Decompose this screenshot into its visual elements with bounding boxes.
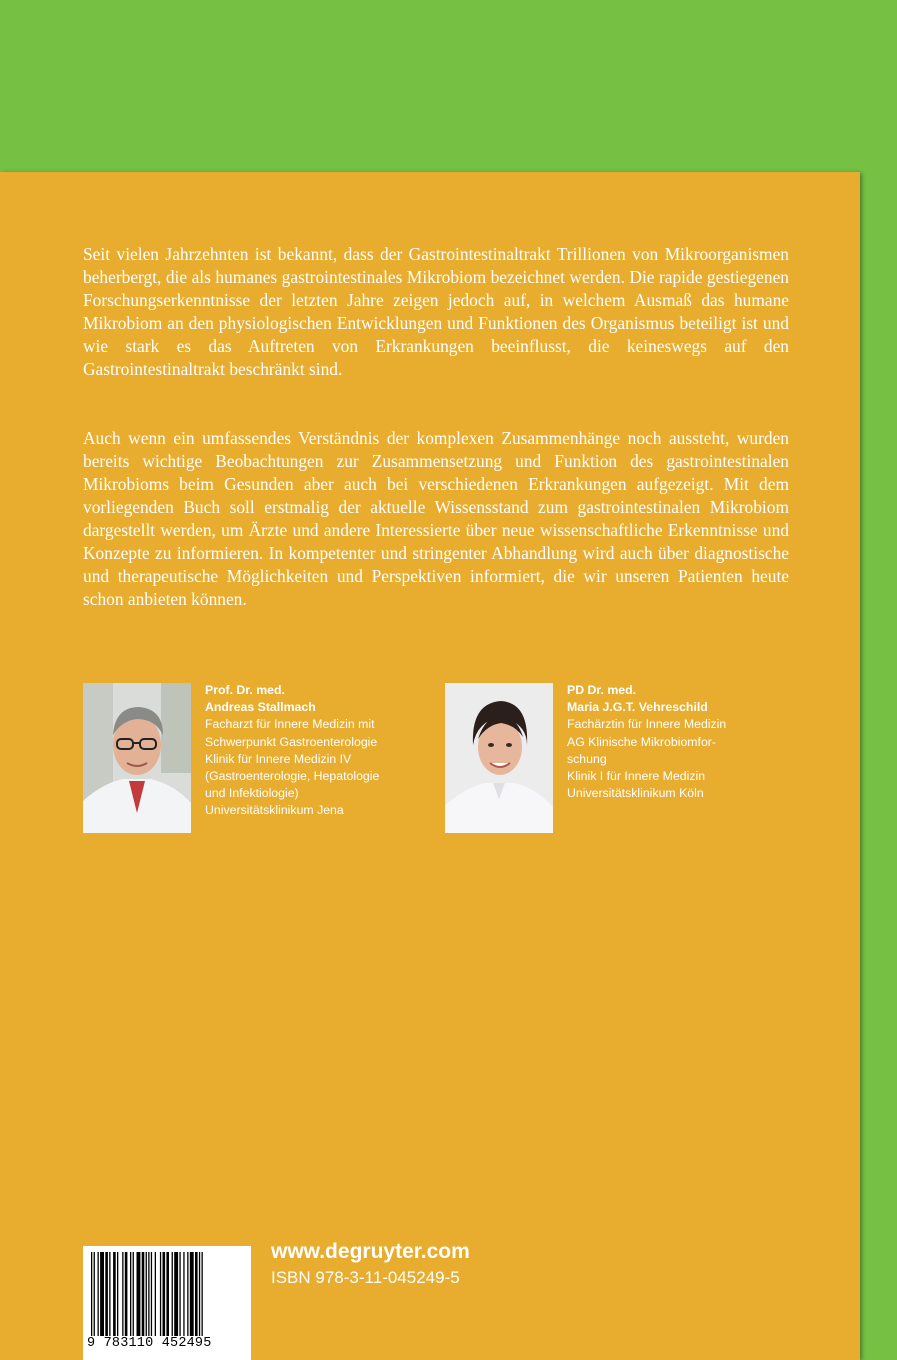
barcode-bar	[183, 1252, 184, 1336]
author-bio-line: Klinik für Innere Medizin IV	[205, 751, 352, 766]
barcode-bar	[146, 1252, 147, 1336]
publisher-url[interactable]: www.degruyter.com	[271, 1240, 470, 1263]
blurb-paragraph-2: Auch wenn ein umfassendes Verständnis der komplexen Zusammenhänge noch aussteht, wurden bereits wichtige Beobachtungen zur Zusammensetzung und Funktion des gastrointestinalen Mikrobioms beim Gesunden aber auch bei verschiedenen Erkrankungen aufgezeigt. Mit dem vorliegenden Buch soll erstmalig der aktuelle Wissensstand zum gastrointestinalen Mikrobiom dargestellt werden, um Ärzte und andere Interessierte über neue wissenschaftliche Erkenntnisse und Konzepte zu informieren. In kompetenter und stringenter Abhandlung wird auch über diagnostische und therapeutische Möglichkeiten und Perspektiven informiert, die wir unseren Patienten heute schon anbieten können.	[83, 428, 789, 609]
isbn-barcode	[83, 1246, 251, 1360]
barcode-bar	[179, 1252, 180, 1336]
author-title: Prof. Dr. med.	[205, 683, 285, 697]
author-bio-line: Facharzt für Innere Medizin mit	[205, 717, 375, 732]
author-name: Andreas Stallmach	[205, 700, 316, 715]
isbn-number: ISBN 978-3-11-045249-5	[271, 1268, 460, 1287]
author-bio-line: (Gastroenterologie, Hepatologie	[205, 769, 380, 784]
barcode-bar	[98, 1252, 99, 1336]
barcode-bar	[113, 1252, 116, 1336]
author-bio-line: AG Klinische Mikrobiomfor-	[567, 734, 716, 749]
barcode-bar	[137, 1252, 141, 1336]
barcode-bar	[166, 1252, 169, 1336]
barcode-bar	[94, 1252, 95, 1336]
barcode-bar	[202, 1252, 203, 1336]
author-bio-line: Universitätsklinikum Jena	[205, 803, 344, 818]
barcode-bar	[160, 1252, 161, 1336]
barcode-bar	[130, 1252, 131, 1336]
barcode-bar	[172, 1252, 173, 1336]
author-bio-vehreschild	[567, 682, 797, 802]
barcode-bars	[89, 1252, 245, 1336]
author-photo-stallmach	[83, 683, 191, 833]
author-bio-stallmach	[205, 682, 435, 820]
author-bio-line: Universitätsklinikum Köln	[567, 786, 704, 801]
author-bio-line: Klinik I für Innere Medizin	[567, 769, 706, 784]
barcode-bar	[163, 1252, 166, 1336]
barcode-bar	[195, 1252, 198, 1336]
barcode-bar	[187, 1252, 188, 1336]
blurb-paragraph-1: Seit vielen Jahrzehnten ist bekannt, dass der Gastrointestinaltrakt Trillionen von Mikroorganismen beherbergt, die als humanes gastrointestinales Mikrobiom bezeichnet werden. Die rapide gestiegenen Forschungserkenntnisse der letzten Jahre zeigen jedoch auf, in welchem Ausmaß das humane Mikrobiom an den physiologischen Entwicklungen und Funktionen des Organismus beteiligt ist und wie stark es das Auftreten von Erkrankungen beeinflusst, die keineswegs auf den Gastrointestinaltrakt beschränkt sind.	[83, 244, 789, 379]
author-bio-line: Schwerpunkt Gastroenterologie	[205, 734, 378, 749]
barcode-bar	[190, 1252, 194, 1336]
barcode-bar	[122, 1252, 123, 1336]
barcode-bar	[117, 1252, 118, 1336]
barcode-bar	[105, 1252, 108, 1336]
barcode-bar	[142, 1252, 145, 1336]
barcode-bar	[199, 1252, 200, 1336]
barcode-digits: 9 783110 452495	[87, 1336, 212, 1351]
author-photo-vehreschild	[445, 683, 553, 833]
barcode-bar	[148, 1252, 149, 1336]
barcode-bar	[155, 1252, 156, 1336]
author-name: Maria J.G.T. Vehreschild	[567, 700, 708, 715]
barcode-bar	[100, 1252, 104, 1336]
barcode-bar	[91, 1252, 92, 1336]
barcode-bar	[109, 1252, 110, 1336]
barcode-bar	[151, 1252, 152, 1336]
barcode-bar	[133, 1252, 134, 1336]
barcode-bar	[125, 1252, 128, 1336]
author-bio-line: schung	[567, 751, 607, 766]
author-bio-line: Fachärztin für Innere Medizin	[567, 717, 727, 732]
barcode-bar	[174, 1252, 178, 1336]
author-bio-line: und Infektiologie)	[205, 786, 299, 801]
author-title: PD Dr. med.	[567, 683, 637, 697]
